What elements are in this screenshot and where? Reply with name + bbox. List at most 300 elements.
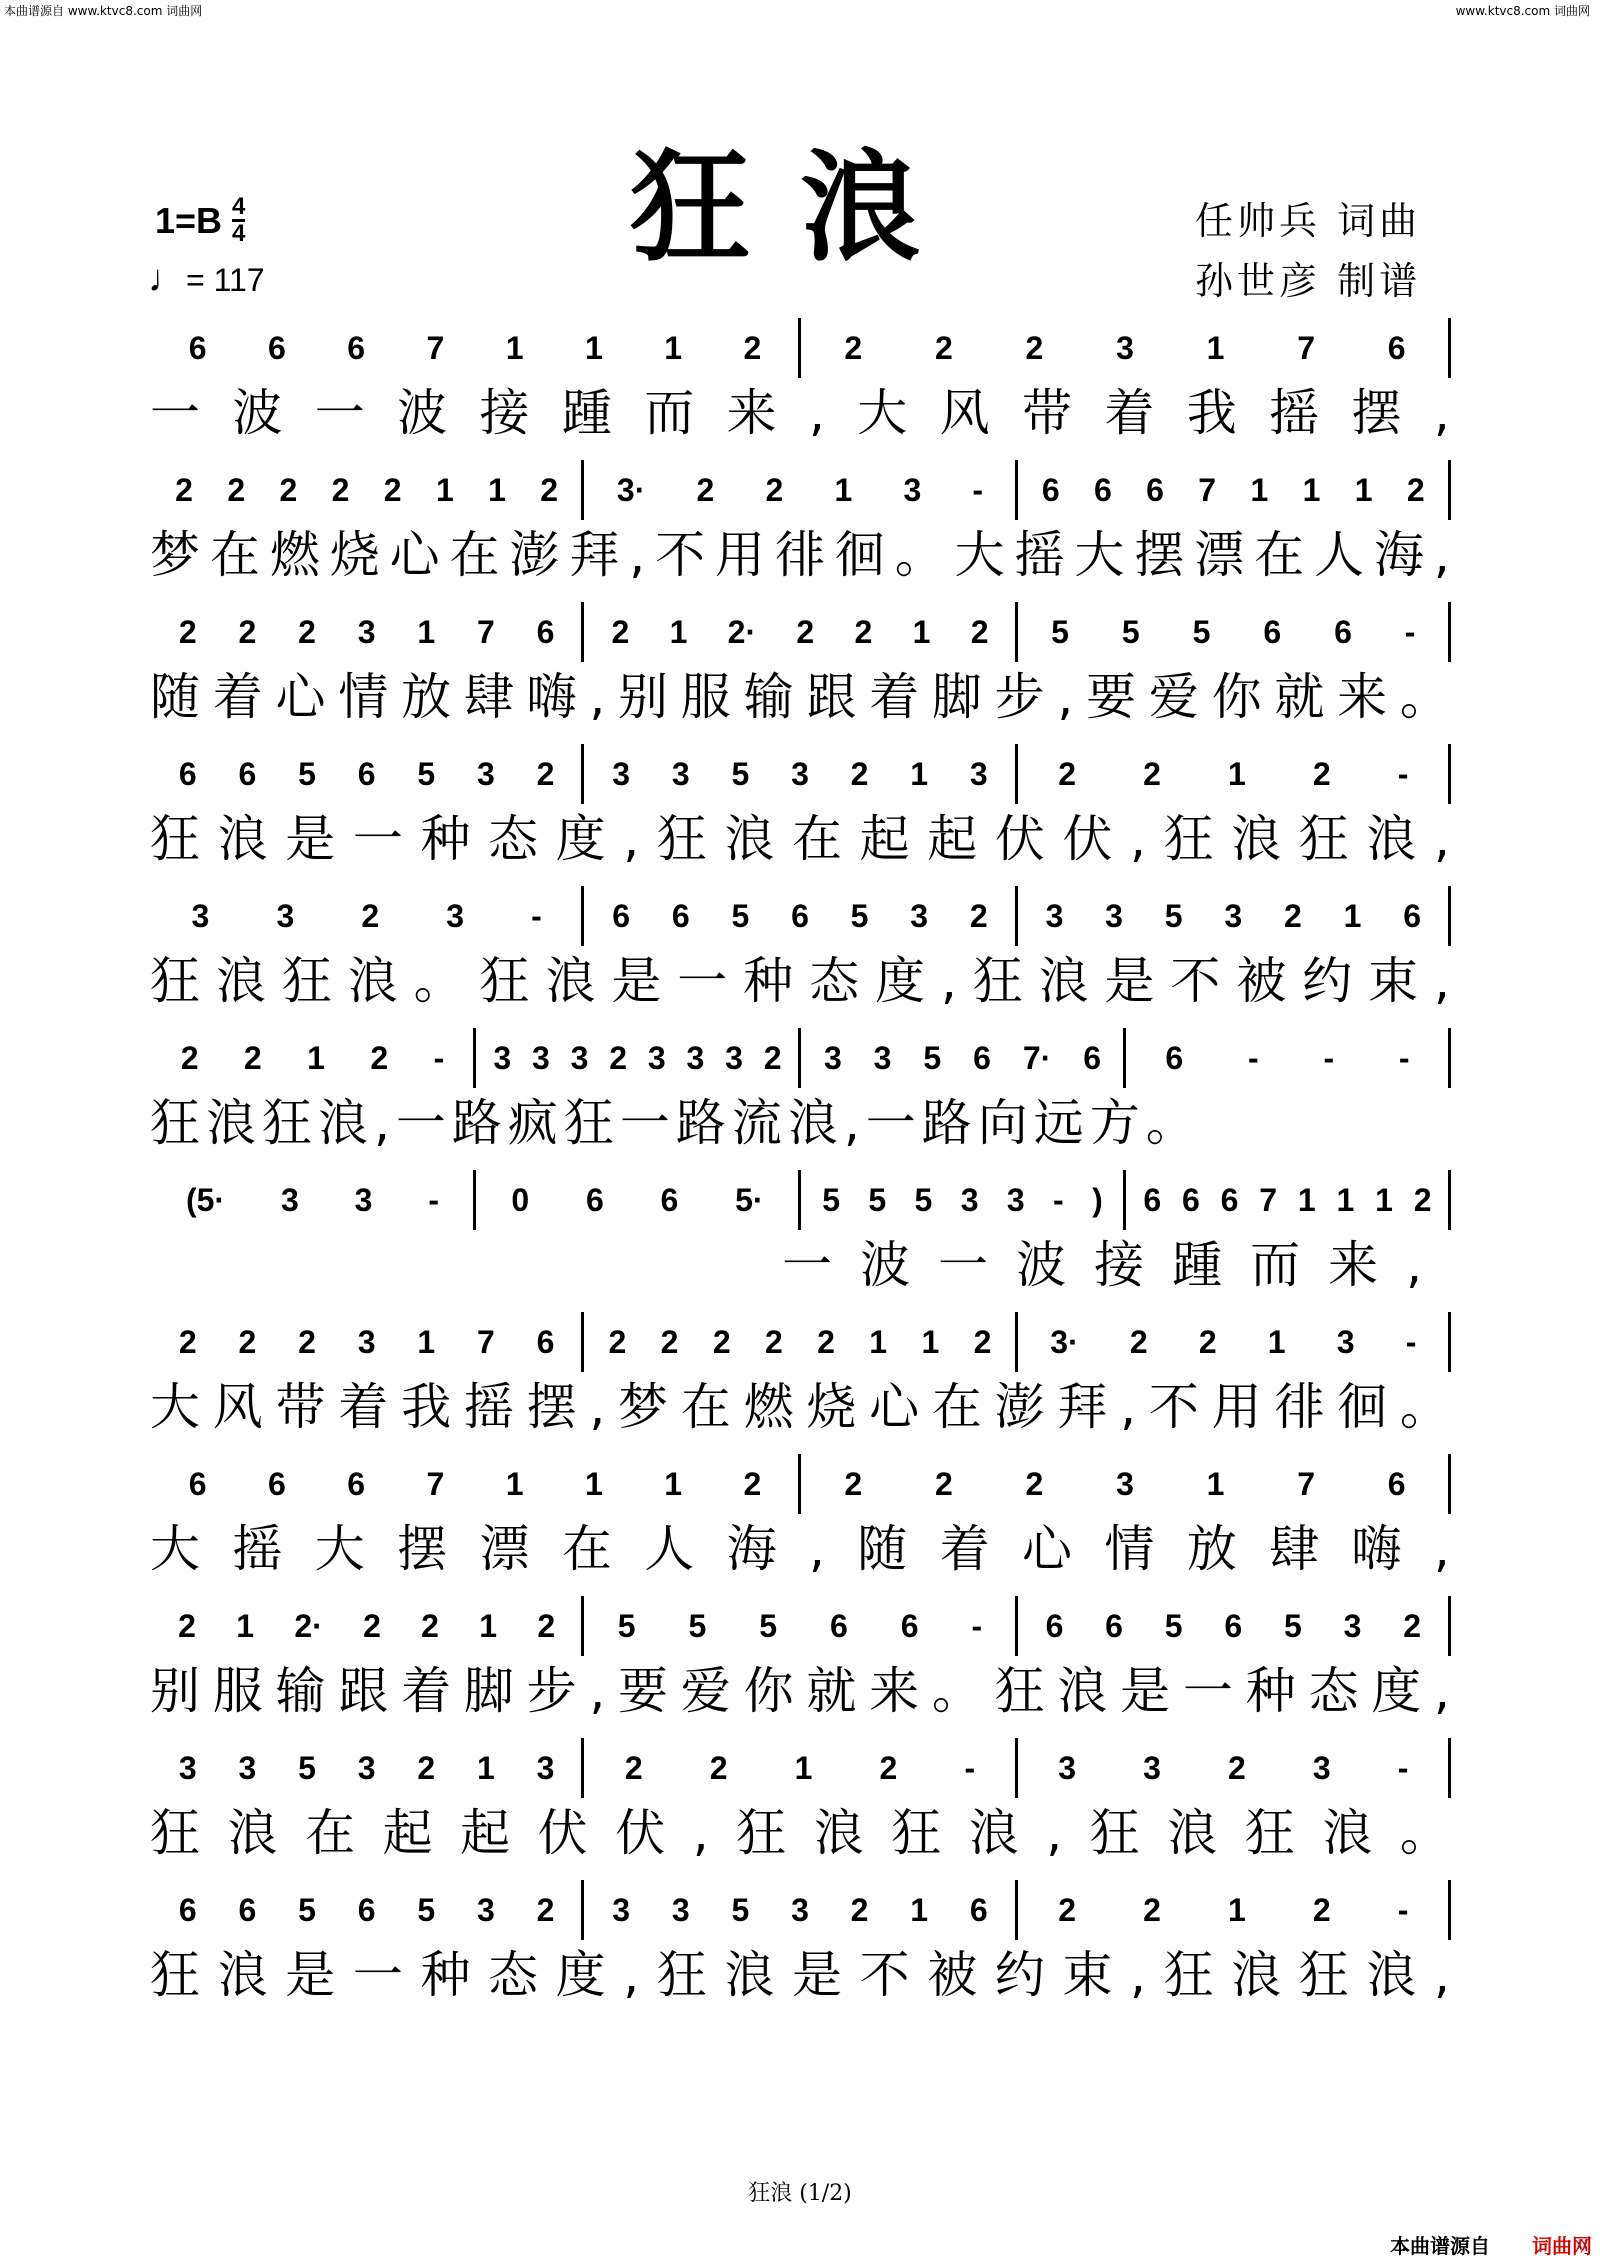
lyric-char: 浪 — [1231, 810, 1282, 868]
score-system — [150, 1596, 1450, 1736]
note: 6 — [585, 1182, 604, 1218]
lyrics-line — [150, 806, 1450, 872]
lyric-char: 输 — [275, 1662, 326, 1720]
lyric-char: 。 — [1399, 1378, 1450, 1436]
note: 5 — [759, 1608, 778, 1644]
lyric-char: 在 — [680, 1378, 731, 1436]
note: 3 — [191, 898, 210, 934]
lyric-char: 狂 — [479, 952, 530, 1010]
lyric-char: 。 — [1399, 668, 1450, 726]
lyric-char: 拜 — [569, 526, 620, 584]
note: 2 — [854, 614, 873, 650]
lyric-char: 你 — [743, 1662, 794, 1720]
note: 2 — [709, 1750, 728, 1786]
barline — [1015, 460, 1018, 520]
key-text: 1=B — [155, 199, 223, 241]
lyric-char: 狂 — [1163, 810, 1214, 868]
lyrics-line — [150, 1800, 1450, 1866]
notation-line — [150, 318, 1450, 378]
barline — [798, 1028, 801, 1088]
lyric-char: 在 — [449, 526, 500, 584]
lyric-char: 伏 — [1062, 810, 1113, 868]
footer-brand-logo: 词曲网 — [1532, 2234, 1592, 2258]
lyric-char: 态 — [488, 810, 539, 868]
lyric-char: , — [1120, 1378, 1137, 1436]
note: 2 — [1284, 898, 1302, 934]
note: 2 — [331, 472, 350, 508]
lyric-char: 随 — [150, 668, 200, 726]
note: 3 — [1343, 1608, 1362, 1644]
lyric-char: 着 — [338, 1378, 389, 1436]
note: 5 — [1192, 614, 1211, 650]
lyric-char: , — [1433, 526, 1450, 584]
lyric-char: 度 — [1371, 1662, 1422, 1720]
lyric-char: 人 — [644, 1520, 695, 1578]
note: 2 — [1406, 472, 1425, 508]
note: 1 — [1227, 1892, 1246, 1928]
note: 2 — [1058, 756, 1076, 792]
note: 3 — [357, 614, 376, 650]
note: - — [1053, 1182, 1064, 1218]
lyric-char: 大 — [954, 526, 1005, 584]
score-system — [150, 1880, 1450, 2020]
note: 2 — [970, 614, 989, 650]
lyric-char: 来 — [869, 1662, 920, 1720]
note: 6 — [267, 1466, 286, 1502]
barline — [1448, 744, 1451, 804]
lyric-char: 海 — [1373, 526, 1424, 584]
barline — [1015, 1880, 1018, 1940]
note: 2 — [1058, 1892, 1076, 1928]
note: 1 — [488, 472, 506, 508]
credit-transcribed: 孙世彦 制谱 — [1195, 259, 1422, 303]
note: 6 — [1334, 614, 1352, 650]
note: 3 — [178, 1750, 197, 1786]
note: 7 — [426, 330, 445, 366]
note: 6 — [357, 756, 376, 792]
measure — [158, 460, 575, 520]
note: 5 — [688, 1608, 707, 1644]
header-source-text: 本曲谱源自 www.ktvc8.com 词曲网 — [4, 4, 203, 18]
note: 6 — [1146, 472, 1164, 508]
note: 3 — [357, 1750, 376, 1786]
lyric-char: 拜 — [1057, 1378, 1108, 1436]
measure — [158, 1596, 575, 1656]
note: 2 — [608, 1324, 627, 1360]
note: 6 — [1143, 1182, 1162, 1218]
note: 1 — [417, 614, 436, 650]
note: (5· — [185, 1182, 226, 1218]
time-signature — [232, 195, 245, 246]
lyric-char: 浪 — [1366, 810, 1417, 868]
barline — [473, 1028, 476, 1088]
lyric-char: 大 — [1074, 526, 1125, 584]
lyric-char: 别 — [618, 668, 669, 726]
lyric-char: 梦 — [150, 526, 200, 584]
header-site-text: www.ktvc8.com 词曲网 — [1455, 4, 1590, 18]
barline — [581, 886, 584, 946]
lyric-char: 接 — [479, 384, 530, 442]
lyric-char: 肆 — [463, 668, 514, 726]
note: 5 — [923, 1040, 942, 1076]
note: 2 — [1143, 1892, 1161, 1928]
notation-line — [150, 1880, 1450, 1940]
note: 3 — [280, 1182, 299, 1218]
score-system — [150, 602, 1450, 742]
notation-line — [150, 886, 1450, 946]
note: 6 — [347, 1466, 366, 1502]
score-system — [150, 1028, 1450, 1168]
barline — [1015, 886, 1018, 946]
lyric-char: 着 — [401, 1662, 452, 1720]
lyric-char: 漂 — [1194, 526, 1245, 584]
lyric-char: 烧 — [806, 1378, 857, 1436]
note: 2 — [743, 330, 762, 366]
note: 2 — [879, 1750, 898, 1786]
note: 6 — [1387, 1466, 1406, 1502]
barline — [1448, 1738, 1451, 1798]
beam-underline — [839, 1080, 1086, 1082]
notation-line — [150, 1312, 1450, 1372]
barline — [581, 744, 584, 804]
lyric-char: , — [1433, 1662, 1450, 1720]
note: 3 — [1312, 1750, 1331, 1786]
lyric-char: 伏 — [994, 810, 1045, 868]
note: 1 — [1206, 330, 1225, 366]
note: 6 — [1403, 898, 1422, 934]
lyric-char: 被 — [927, 1946, 978, 2004]
lyric-char: 起 — [927, 810, 978, 868]
note: ) — [1092, 1182, 1103, 1218]
note: 5 — [417, 1892, 436, 1928]
note: 2 — [1025, 1466, 1044, 1502]
note: 6 — [1041, 472, 1060, 508]
lyric-char: 肆 — [1269, 1520, 1320, 1578]
lyric-char: 狂 — [1089, 1804, 1140, 1862]
note: 3 — [1336, 1324, 1355, 1360]
lyrics-line — [150, 1516, 1450, 1582]
lyric-char: 。 — [931, 1662, 982, 1720]
note: 2 — [712, 1324, 731, 1360]
lyric-char: 海 — [726, 1520, 777, 1578]
lyric-char: 烧 — [329, 526, 380, 584]
note: 2 — [796, 614, 815, 650]
beam-underline — [514, 1080, 761, 1082]
note: 3 — [532, 1040, 550, 1076]
note: 6 — [238, 756, 257, 792]
note: 2 — [540, 472, 559, 508]
note: 1 — [476, 1750, 495, 1786]
measure — [158, 1028, 467, 1088]
note: 2 — [175, 472, 193, 508]
measure — [808, 1028, 1117, 1088]
note: 1 — [869, 1324, 888, 1360]
note: 2 — [934, 1466, 953, 1502]
note: 1 — [910, 1892, 929, 1928]
note: 5 — [1051, 614, 1069, 650]
beam-underline — [878, 370, 1372, 372]
lyric-char: 浪 — [1167, 1804, 1218, 1862]
lyric-char: 情 — [1104, 1520, 1155, 1578]
notation-line — [150, 1028, 1450, 1088]
measure — [158, 1312, 575, 1372]
note: 5 — [617, 1608, 636, 1644]
lyric-char: 要 — [618, 1662, 669, 1720]
lyric-char: 爱 — [1148, 668, 1199, 726]
note: 1 — [505, 330, 524, 366]
lyric-char: 狂 — [994, 1662, 1045, 1720]
note: 3 — [671, 1892, 690, 1928]
measure — [158, 1880, 575, 1940]
time-signature-top: 4 — [232, 193, 246, 220]
note: 2 — [764, 1324, 783, 1360]
lyric-char: 你 — [1211, 668, 1262, 726]
lyric-char: , — [809, 384, 825, 442]
note: 5 — [1121, 614, 1140, 650]
beam-underline — [1069, 654, 1398, 656]
note: 3 — [1058, 1750, 1076, 1786]
lyric-char: 摇 — [1014, 526, 1065, 584]
barline — [1448, 1454, 1451, 1514]
note: 1 — [584, 330, 603, 366]
note: 3 — [357, 1324, 376, 1360]
lyric-char: 我 — [401, 1378, 452, 1436]
note: 2 — [1413, 1182, 1432, 1218]
lyric-char: 是 — [1104, 952, 1155, 1010]
note: 6 — [791, 898, 809, 934]
barline — [473, 1170, 476, 1230]
note: 6 — [1105, 1608, 1123, 1644]
lyric-char: 在 — [305, 1804, 356, 1862]
beam-underline — [635, 1364, 964, 1366]
lyric-char: 要 — [1086, 668, 1137, 726]
beam-underline — [635, 1932, 964, 1934]
note: 2 — [611, 614, 630, 650]
lyric-char: 别 — [150, 1662, 200, 1720]
lyric-char: 狂 — [972, 952, 1023, 1010]
note: 3 — [1116, 1466, 1134, 1502]
lyric-char: 浪 — [813, 1804, 864, 1862]
lyric-char: 就 — [1274, 668, 1325, 726]
barline — [1448, 886, 1451, 946]
lyric-char: 跟 — [338, 1662, 389, 1720]
note: 3 — [873, 1040, 892, 1076]
tempo-marking — [148, 258, 265, 301]
beam-underline — [202, 1364, 531, 1366]
tempo-text: = 117 — [186, 262, 265, 298]
measure — [483, 1170, 792, 1230]
note: 6 — [347, 330, 366, 366]
note: 2 — [361, 898, 380, 934]
beam-underline — [635, 796, 964, 798]
lyric-char: 带 — [275, 1378, 326, 1436]
note: 3 — [791, 1892, 809, 1928]
barline — [581, 1738, 584, 1798]
note: 2 — [383, 472, 402, 508]
note: 3 — [969, 756, 988, 792]
note: 5 — [731, 756, 750, 792]
notation-line — [150, 1170, 1450, 1230]
note: 1 — [236, 1608, 255, 1644]
note: 5 — [298, 756, 316, 792]
lyric-char: 徊 — [1337, 1378, 1388, 1436]
note: 1 — [921, 1324, 940, 1360]
lyric-char: 服 — [212, 1662, 263, 1720]
lyric-char: 着 — [869, 668, 920, 726]
score-system — [150, 460, 1450, 600]
note: 2 — [850, 756, 869, 792]
lyric-char: 步 — [526, 1662, 577, 1720]
measure — [1025, 886, 1442, 946]
note: - — [1397, 1892, 1409, 1928]
note: 2 — [969, 898, 988, 934]
note: 6 — [1263, 614, 1282, 650]
note: 2 — [850, 1892, 869, 1928]
note: 5 — [298, 1892, 316, 1928]
score-system — [150, 1170, 1450, 1310]
lyric-char: 浪 — [545, 952, 596, 1010]
note: 6 — [1220, 1182, 1239, 1218]
lyric-char: 浪 — [1038, 952, 1089, 1010]
note: 2 — [1143, 756, 1161, 792]
note: 5 — [850, 898, 869, 934]
note: 3 — [903, 472, 922, 508]
notation-line — [150, 744, 1450, 804]
note: 6 — [830, 1608, 848, 1644]
note: 5 — [1284, 1608, 1302, 1644]
note: 6 — [973, 1040, 991, 1076]
note: 6 — [1182, 1182, 1200, 1218]
note: 3 — [354, 1182, 373, 1218]
note: 2 — [973, 1324, 992, 1360]
lyric-char: 放 — [401, 668, 452, 726]
lyrics-line — [150, 1942, 1450, 2008]
lyric-char: 浪 — [724, 810, 775, 868]
note: 3 — [686, 1040, 705, 1076]
measure — [1025, 1312, 1442, 1372]
lyric-char: 约 — [1302, 952, 1353, 1010]
note: 7 — [1198, 472, 1217, 508]
note: 2 — [609, 1040, 628, 1076]
lyric-char: 浪 — [1366, 1946, 1417, 2004]
note: 3· — [616, 472, 646, 508]
notation-line — [150, 1454, 1450, 1514]
barline — [1015, 744, 1018, 804]
lyric-char: 风 — [212, 1378, 263, 1436]
measure — [1025, 1738, 1442, 1798]
lyric-char: 随 — [857, 1520, 908, 1578]
lyric-char: 一 — [352, 810, 403, 868]
beam-underline — [839, 1222, 1086, 1224]
note: 2 — [298, 614, 316, 650]
note: 2 — [1025, 330, 1044, 366]
note: 5· — [735, 1182, 764, 1218]
note: 1 — [1343, 898, 1362, 934]
lyric-char: 浪 — [217, 810, 268, 868]
note: - — [433, 1040, 445, 1076]
note: 2 — [178, 1608, 196, 1644]
beam-underline — [228, 370, 722, 372]
lyric-char: 是 — [285, 1946, 336, 2004]
lyric-char: 浪 — [227, 1804, 278, 1862]
note: 1 — [669, 614, 688, 650]
lyric-char: 摇 — [1269, 384, 1320, 442]
lyric-char: 不 — [655, 526, 706, 584]
lyric-char: 徊 — [834, 526, 885, 584]
note: 3 — [791, 756, 809, 792]
beam-underline — [202, 654, 531, 656]
notation-line — [150, 1738, 1450, 1798]
lyric-char: 起 — [460, 1804, 511, 1862]
lyric-char: 种 — [420, 810, 471, 868]
note: 2 — [180, 1040, 199, 1076]
lyric-char: 狂 — [1163, 1946, 1214, 2004]
note: 2· — [727, 614, 757, 650]
lyric-char: 嗨 — [1351, 1520, 1402, 1578]
barline — [798, 1454, 801, 1514]
lyric-char: 浪 — [1057, 1662, 1108, 1720]
lyric-char: 狂 — [150, 952, 200, 1010]
note: 6 — [1093, 472, 1112, 508]
lyric-char: 大 — [857, 384, 908, 442]
barline — [581, 460, 584, 520]
lyric-char: 束 — [1368, 952, 1419, 1010]
lyric-char: 爱 — [680, 1662, 731, 1720]
note: - — [1404, 614, 1416, 650]
measure — [591, 1880, 1008, 1940]
lyrics-line — [150, 1658, 1450, 1724]
note: - — [428, 1182, 440, 1218]
lyric-char: 度 — [874, 952, 925, 1010]
measure — [1025, 1596, 1442, 1656]
measure — [158, 318, 792, 378]
lyric-char: , — [1057, 668, 1074, 726]
barline — [1448, 318, 1451, 378]
note: 6 — [178, 1892, 197, 1928]
note: 7 — [1297, 330, 1315, 366]
beam-underline — [202, 512, 531, 514]
lyric-char: 在 — [792, 810, 842, 868]
note: 5 — [868, 1182, 887, 1218]
lyric-char: 摇 — [463, 1378, 514, 1436]
barline — [1015, 602, 1018, 662]
measure — [158, 886, 575, 946]
beam-underline — [1069, 938, 1398, 940]
lyric-char: 伏 — [537, 1804, 588, 1862]
lyric-char: 狂 — [891, 1804, 942, 1862]
note: 3 — [536, 1750, 555, 1786]
lyric-char: 狂 — [1298, 1946, 1349, 2004]
measure — [591, 460, 1008, 520]
note: - — [1247, 1040, 1259, 1076]
lyric-char: 在 — [561, 1520, 612, 1578]
note: 2 — [696, 472, 715, 508]
lyric-char: 心 — [1022, 1520, 1073, 1578]
lyric-char: 束 — [1062, 1946, 1113, 2004]
note: 1 — [1302, 472, 1321, 508]
lyric-char: , — [589, 1378, 606, 1436]
lyric-char: , — [1433, 384, 1450, 442]
lyric-char: , — [589, 1662, 606, 1720]
lyric-char: 就 — [806, 1662, 857, 1720]
lyric-char: 徘 — [1274, 1378, 1325, 1436]
note: - — [1323, 1040, 1335, 1076]
note: 3 — [612, 756, 631, 792]
note: 2 — [178, 614, 197, 650]
note: 2 — [363, 1608, 381, 1644]
lyric-char: 一 — [150, 384, 200, 442]
lyric-char: 在 — [1254, 526, 1305, 584]
